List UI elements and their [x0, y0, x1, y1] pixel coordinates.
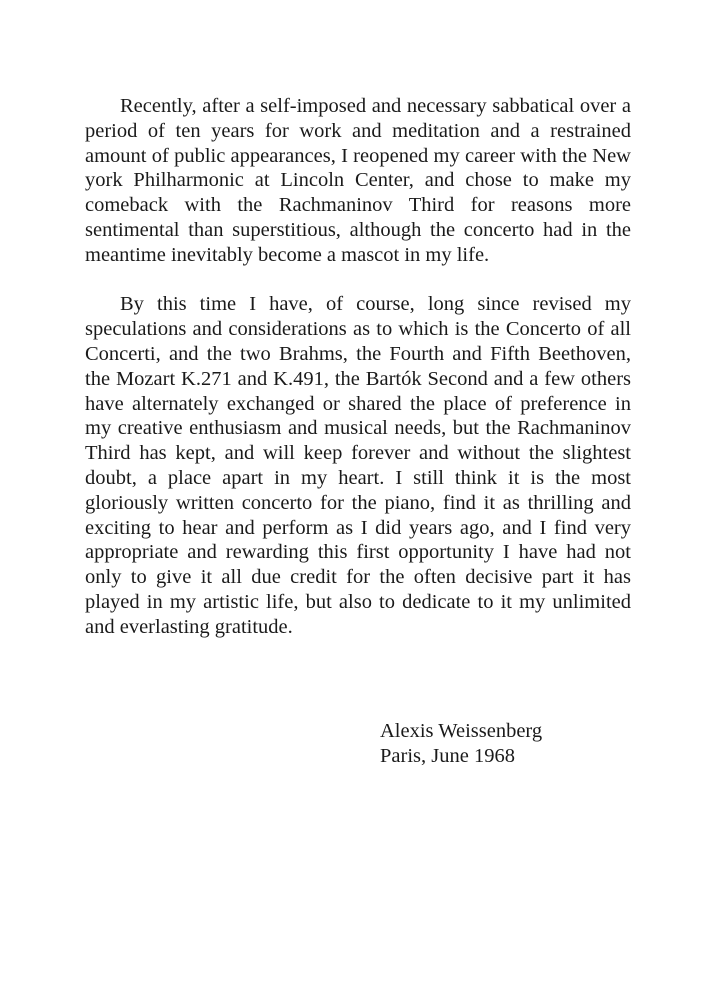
- paragraph-2: By this time I have, of course, long since revised my speculations and considerations as to which is the Concerto of all Concerti, and the two Brahms, the Fourth and Fifth Beethoven, the Mozart K.271 and K.491, the Bartók Second and a few others have alternately exchanged or shared the place of preference in my creative enthusiasm and musical needs, but the Rachmaninov Third has kept, and will keep forever and without the slightest doubt, a place apart in my heart. I still think it is the most gloriously written concerto for the piano, find it as thrilling and exciting to hear and perform as I did years ago, and I find very appropriate and rewarding this first opportunity I have had not only to give it all due credit for the often decisive part it has played in my artistic life, but also to dedicate to it my unlimited and everlasting gratitude.: [85, 293, 631, 638]
- signature-author: Alexis Weissenberg: [380, 720, 543, 742]
- signature-block: [380, 719, 542, 769]
- document-body: [85, 94, 631, 640]
- signature-place-date: Paris, June 1968: [380, 744, 515, 767]
- paragraph-1: Recently, after a self-imposed and necessary sabbatical over a period of ten years for work and meditation and a restrained amount of public appearances, I reopened my career with the New york Philharmonic at Lincoln Center, and chose to make my comeback with the Rachmaninov Third for reasons more sentimental than superstitious, although the concerto had in the meantime inevitably become a mascot in my life.: [85, 95, 631, 266]
